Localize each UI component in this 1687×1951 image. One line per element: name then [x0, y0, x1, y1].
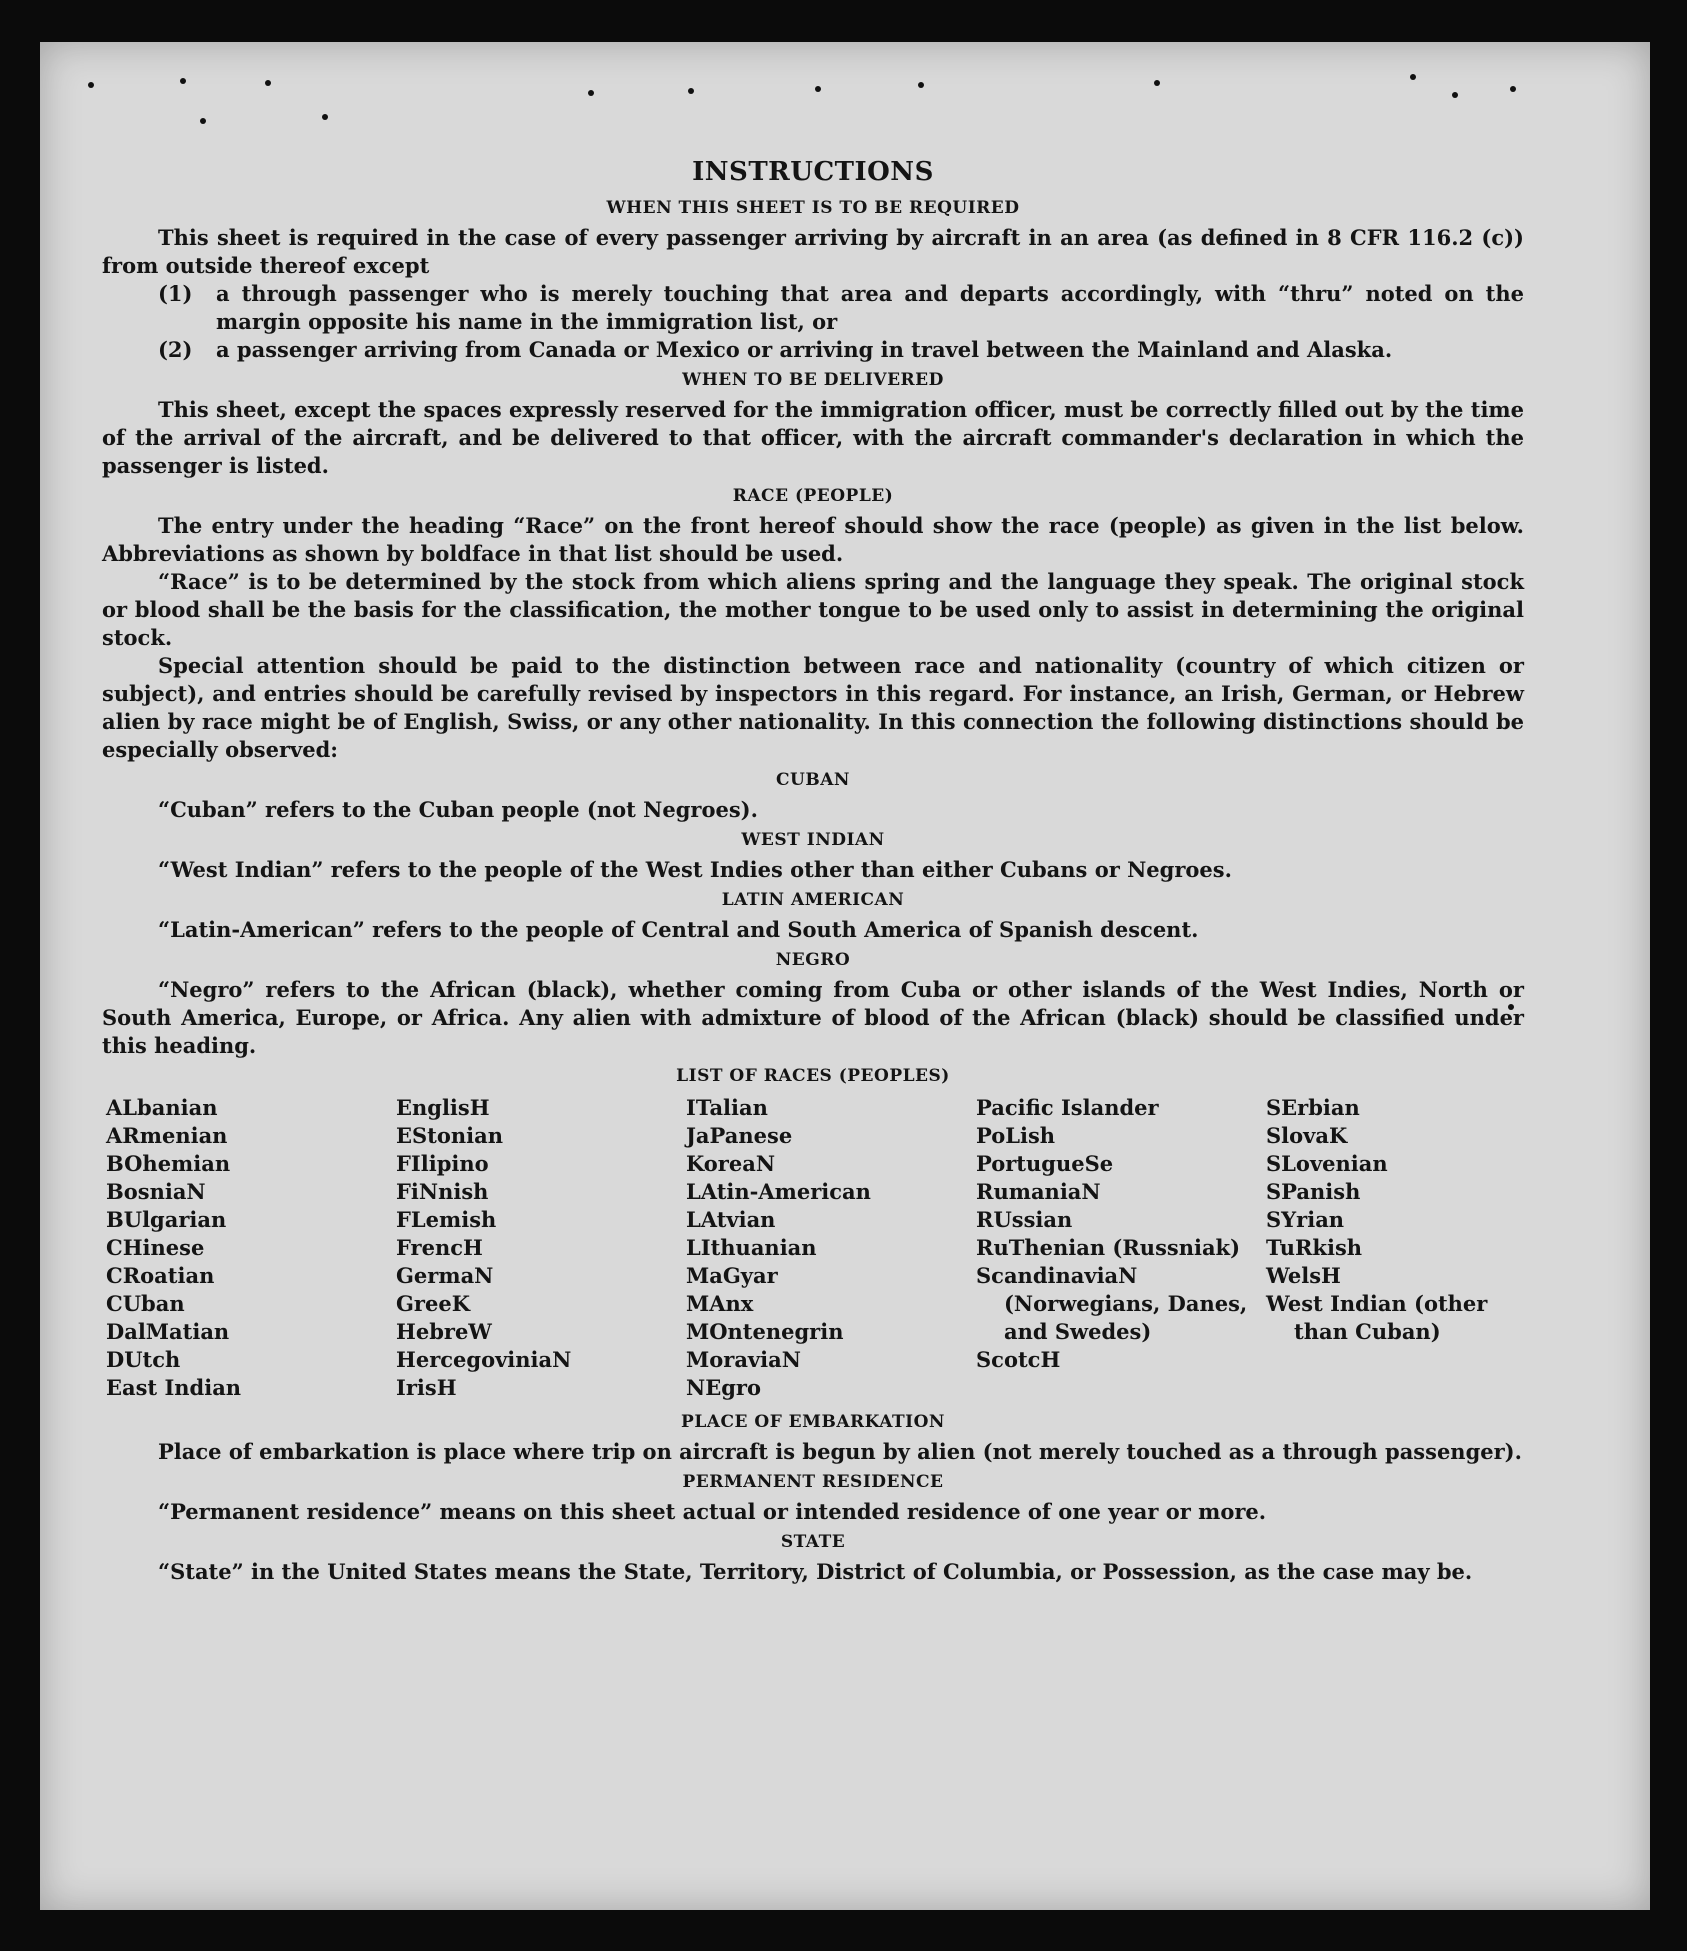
speck [815, 86, 821, 92]
race-entry: SLovenian [1266, 1151, 1388, 1176]
item-text: a passenger arriving from Canada or Mexico or arriving in travel between the Mainland and Alaska. [216, 337, 1393, 362]
list-item-exception-1 [158, 280, 1524, 336]
race-entry: DalMatian [106, 1319, 230, 1344]
definition-cuban: “Cuban” refers to the Cuban people (not Negroes). [158, 797, 758, 822]
races-column-4 [976, 1094, 1266, 1402]
speck [1154, 80, 1160, 86]
race-entry: West Indian (other than Cuban) [1266, 1291, 1488, 1344]
race-entry: FIlipino [396, 1151, 489, 1176]
document-page [40, 42, 1650, 1910]
list-item-exception-2 [158, 336, 1524, 364]
race-entry: LIthuanian [686, 1235, 817, 1260]
speck [918, 82, 924, 88]
races-column-1 [106, 1094, 396, 1402]
heading-latin-american: LATIN AMERICAN [721, 890, 905, 910]
race-entry: MAnx [686, 1291, 754, 1316]
race-entry: SPanish [1266, 1179, 1361, 1204]
race-entry: ScandinaviaN (Norwegians, Danes, and Swedes) [976, 1263, 1248, 1344]
paragraph-race-1: The entry under the heading “Race” on the front hereof should show the race (people) as given in the list below. Abbreviations as shown by boldface in that list should be used. [102, 513, 1524, 566]
speck [88, 82, 94, 88]
race-entry: SYrian [1266, 1207, 1345, 1232]
race-entry: FrencH [396, 1235, 483, 1260]
speck [1452, 92, 1458, 98]
definition-state: “State” in the United States means the State, Territory, District of Columbia, or Possession, as the case may be. [158, 1559, 1473, 1584]
race-entry: NEgro [686, 1375, 761, 1400]
race-entry: IrisH [396, 1375, 457, 1400]
race-entry: CUban [106, 1291, 185, 1316]
race-entry: MoraviaN [686, 1347, 801, 1372]
heading-permanent-residence: PERMANENT RESIDENCE [682, 1472, 944, 1492]
paragraph-race-3: Special attention should be paid to the distinction between race and nationality (country of which citizen or subject), and entries should be carefully revised by inspectors in this regard. For instance, an Irish, German, or Hebrew alien by race might be of English, Swiss, or any other nationality. In this connection the following distinctions should be especially observed: [102, 653, 1524, 762]
heading-cuban: CUBAN [776, 770, 850, 790]
definition-negro: “Negro” refers to the African (black), whether coming from Cuba or other islands of the West Indies, North or South America, Europe, or Africa. Any alien with admixture of blood of the African (black) should be classified under this heading. [102, 977, 1524, 1058]
race-entry: RumaniaN [976, 1179, 1101, 1204]
race-entry: GermaN [396, 1263, 494, 1288]
race-entry: WelsH [1266, 1263, 1341, 1288]
race-entry: HebreW [396, 1319, 492, 1344]
race-entry: SErbian [1266, 1095, 1360, 1120]
race-entry: PoLish [976, 1123, 1056, 1148]
race-entry: PortugueSe [976, 1151, 1114, 1176]
heading-when-delivered: WHEN TO BE DELIVERED [682, 370, 944, 390]
race-entry: RUssian [976, 1207, 1073, 1232]
race-entry: RuThenian (Russniak) [976, 1235, 1241, 1260]
race-entry: BUlgarian [106, 1207, 227, 1232]
race-entry: EStonian [396, 1123, 503, 1148]
race-entry: MOntenegrin [686, 1319, 844, 1344]
race-entry: SlovaK [1266, 1123, 1348, 1148]
definition-permanent-residence: “Permanent residence” means on this sheet actual or intended residence of one year or more. [158, 1499, 1267, 1524]
races-column-5 [1266, 1094, 1528, 1402]
race-entry: LAtin-American [686, 1179, 871, 1204]
speck [688, 88, 694, 94]
speck [265, 80, 271, 86]
heading-west-indian: WEST INDIAN [741, 830, 885, 850]
race-entry: Pacific Islander [976, 1095, 1159, 1120]
speck [1410, 74, 1416, 80]
race-entry: ALbanian [106, 1095, 218, 1120]
race-entry: East Indian [106, 1375, 242, 1400]
speck [588, 90, 594, 96]
paragraph-when-required: This sheet is required in the case of every passenger arriving by aircraft in an area (as defined in 8 CFR 116.2 (c)) from outside thereof except [102, 225, 1524, 278]
heading-state: STATE [780, 1532, 846, 1552]
race-entry: JaPanese [686, 1123, 793, 1148]
race-entry: MaGyar [686, 1263, 778, 1288]
race-entry: KoreaN [686, 1151, 776, 1176]
races-list [106, 1094, 1524, 1402]
speck [180, 78, 186, 84]
race-entry: ScotcH [976, 1347, 1061, 1372]
speck [200, 118, 206, 124]
heading-place-of-embarkation: PLACE OF EMBARKATION [681, 1412, 945, 1432]
item-number: (1) [158, 281, 193, 306]
race-entry: TuRkish [1266, 1235, 1363, 1260]
race-entry: ITalian [686, 1095, 768, 1120]
heading-negro: NEGRO [775, 950, 851, 970]
heading-race: RACE (PEOPLE) [732, 486, 894, 506]
race-entry: LAtvian [686, 1207, 776, 1232]
race-entry: CHinese [106, 1235, 205, 1260]
item-number: (2) [158, 337, 193, 362]
definition-latin-american: “Latin-American” refers to the people of Central and South America of Spanish descent. [158, 917, 1199, 942]
race-entry: EnglisH [396, 1095, 490, 1120]
race-entry: FiNnish [396, 1179, 489, 1204]
race-entry: DUtch [106, 1347, 181, 1372]
heading-when-required: WHEN THIS SHEET IS TO BE REQUIRED [606, 198, 1020, 218]
races-column-2 [396, 1094, 686, 1402]
race-entry: CRoatian [106, 1263, 215, 1288]
race-entry: BOhemian [106, 1151, 231, 1176]
speck [1510, 86, 1516, 92]
paragraph-when-delivered: This sheet, except the spaces expressly reserved for the immigration officer, must be correctly filled out by the time of the arrival of the aircraft, and be delivered to that officer, with the aircraft commander's declaration in which the passenger is listed. [102, 397, 1524, 478]
race-entry: ARmenian [106, 1123, 228, 1148]
page-title: INSTRUCTIONS [692, 157, 934, 187]
race-entry: FLemish [396, 1207, 497, 1232]
definition-place-of-embarkation: Place of embarkation is place where trip on aircraft is begun by alien (not merely touched as a through passenger). [158, 1439, 1522, 1464]
heading-list-of-races: LIST OF RACES (PEOPLES) [676, 1066, 950, 1086]
paragraph-race-2: “Race” is to be determined by the stock from which aliens spring and the language they speak. The original stock or blood shall be the basis for the classification, the mother tongue to be used only to assist in determining the original stock. [102, 569, 1524, 650]
instructions-content [102, 152, 1524, 1586]
speck [322, 114, 328, 120]
races-column-3 [686, 1094, 976, 1402]
race-entry: GreeK [396, 1291, 470, 1316]
race-entry: HercegoviniaN [396, 1347, 572, 1372]
definition-west-indian: “West Indian” refers to the people of the West Indies other than either Cubans or Negroes. [158, 857, 1232, 882]
item-text: a through passenger who is merely touching that area and departs accordingly, with “thru” noted on the margin opposite his name in the immigration list, or [216, 281, 1524, 334]
race-entry: BosniaN [106, 1179, 206, 1204]
